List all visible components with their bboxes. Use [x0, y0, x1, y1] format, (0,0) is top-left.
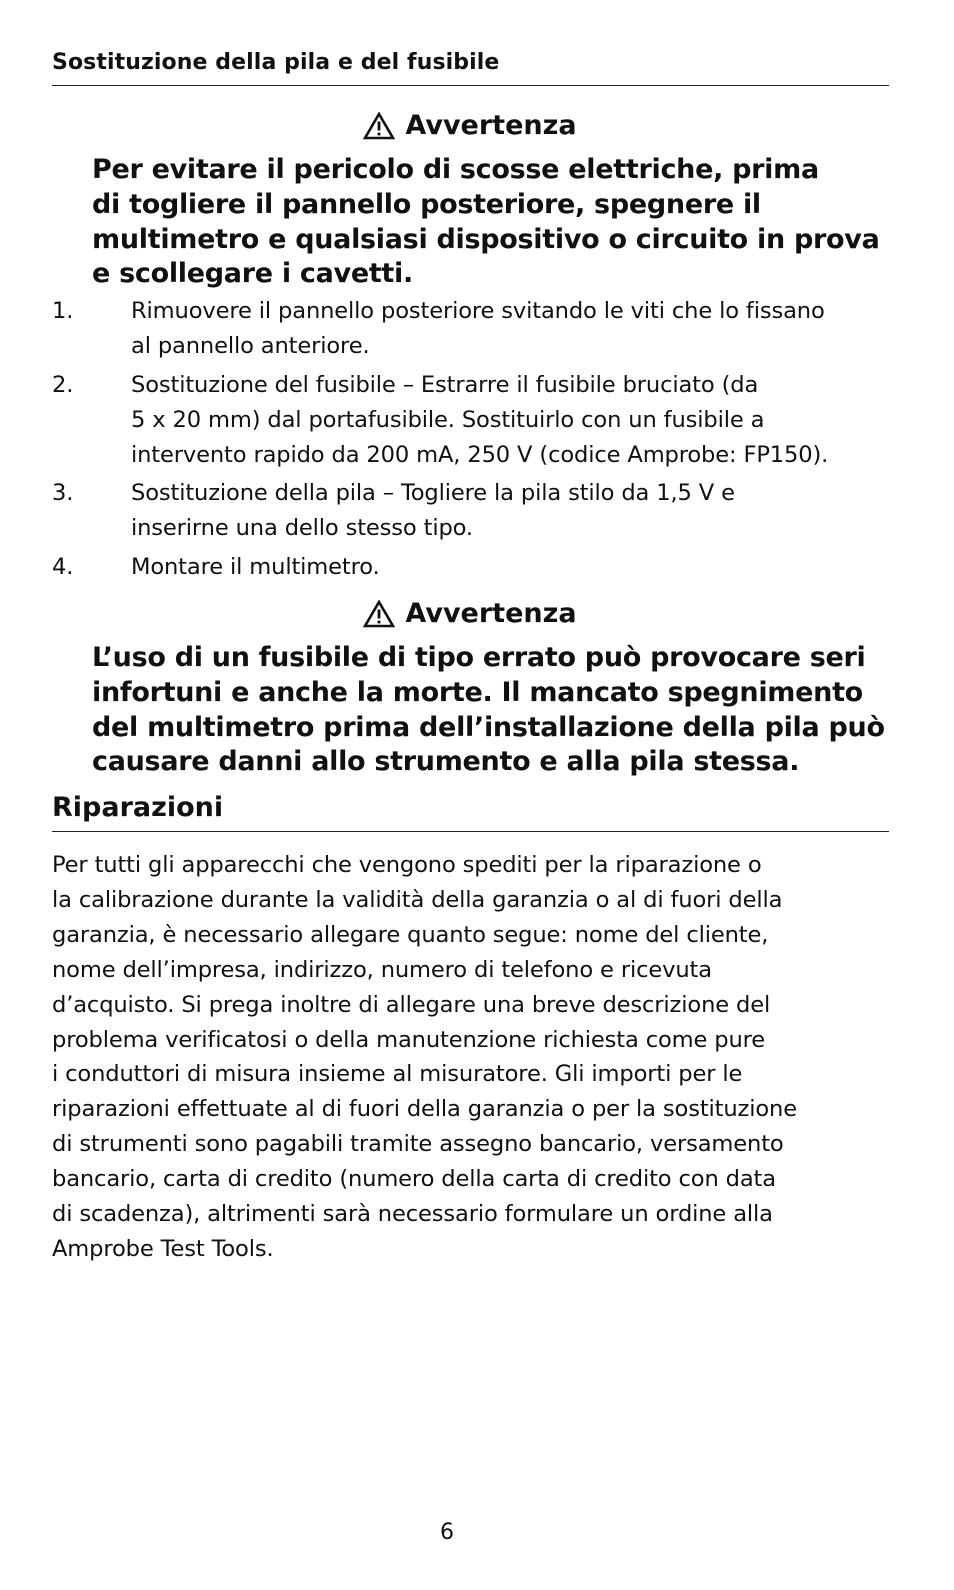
step-line: Sostituzione della pila – Togliere la pila stilo da 1,5 V e	[131, 480, 735, 506]
step-text	[131, 294, 892, 364]
page-number: 6	[440, 1520, 454, 1545]
warning-line: L’uso di un fusibile di tipo errato può provocare seri	[92, 642, 866, 673]
manual-page	[52, 0, 888, 1590]
step-line: intervento rapido da 200 mA, 250 V (codice Amprobe: FP150).	[131, 441, 829, 468]
subsection-divider	[52, 831, 889, 832]
warning-title-1	[52, 109, 888, 143]
warning-body-2	[92, 641, 885, 780]
paragraph-line: nome dell’impresa, indirizzo, numero di telefono e ricevuta	[52, 956, 712, 983]
warning-title-text: Avvertenza	[405, 110, 577, 141]
step-text	[131, 368, 892, 473]
step-line: Montare il multimetro.	[131, 553, 380, 580]
list-item	[52, 476, 892, 546]
paragraph-line: d’acquisto. Si prega inoltre di allegare una breve descrizione del	[52, 991, 771, 1018]
paragraph-line: garanzia, è necessario allegare quanto segue: nome del cliente,	[52, 921, 769, 948]
procedure-steps	[52, 294, 892, 588]
step-text	[131, 550, 892, 585]
step-line: Rimuovere il pannello posteriore svitando le viti che lo fissano	[131, 298, 825, 324]
step-text	[131, 476, 892, 546]
paragraph-line: bancario, carta di credito (numero della carta di credito con data	[52, 1166, 776, 1193]
paragraph-line: Per tutti gli apparecchi che vengono spediti per la riparazione o	[52, 852, 762, 878]
warning-line: Per evitare il pericolo di scosse elettriche, prima	[92, 154, 819, 185]
warning-body-1	[92, 153, 882, 292]
warning-title-text: Avvertenza	[405, 598, 577, 629]
list-item	[52, 550, 892, 585]
paragraph-line: i conduttori di misura insieme al misuratore. Gli importi per le	[52, 1061, 743, 1088]
step-line: Sostituzione del fusibile – Estrarre il fusibile bruciato (da	[131, 371, 759, 398]
warning-line: di togliere il pannello posteriore, spegnere il	[92, 188, 761, 220]
warning-line: multimetro e qualsiasi dispositivo o circuito in prova	[92, 223, 880, 255]
list-item	[52, 368, 892, 473]
section-header: Sostituzione della pila e del fusibile	[52, 50, 500, 75]
warning-title-2	[52, 597, 888, 631]
subsection-title: Riparazioni	[52, 792, 224, 823]
paragraph-line: di scadenza), altrimenti sarà necessario formulare un ordine alla	[52, 1201, 773, 1228]
header-divider	[52, 85, 889, 86]
step-number: 3.	[52, 480, 74, 506]
paragraph-line: problema verificatosi o della manutenzione richiesta come pure	[52, 1026, 766, 1053]
warning-line: del multimetro prima dell’installazione della pila può	[92, 711, 885, 743]
paragraph-line: Amprobe Test Tools.	[52, 1235, 274, 1262]
paragraph-line: riparazioni effettuate al di fuori della garanzia o per la sostituzione	[52, 1096, 797, 1123]
warning-line: infortuni e anche la morte. Il mancato spegnimento	[92, 676, 863, 708]
step-number: 2.	[52, 371, 74, 398]
warning-triangle-icon	[363, 112, 395, 140]
repairs-paragraph	[52, 848, 888, 1267]
paragraph-line: la calibrazione durante la validità della garanzia o al di fuori della	[52, 886, 783, 913]
step-line: al pannello anteriore.	[131, 333, 370, 359]
warning-line: causare danni allo strumento e alla pila stessa.	[92, 746, 800, 778]
list-item	[52, 294, 892, 364]
step-number: 1.	[52, 298, 74, 324]
warning-line: e scollegare i cavetti.	[92, 258, 413, 290]
paragraph-line: di strumenti sono pagabili tramite assegno bancario, versamento	[52, 1131, 784, 1158]
step-line: inserirne una dello stesso tipo.	[131, 515, 473, 541]
step-line: 5 x 20 mm) dal portafusibile. Sostituirlo con un fusibile a	[131, 406, 765, 433]
step-number: 4.	[52, 553, 74, 580]
warning-triangle-icon	[363, 600, 395, 628]
